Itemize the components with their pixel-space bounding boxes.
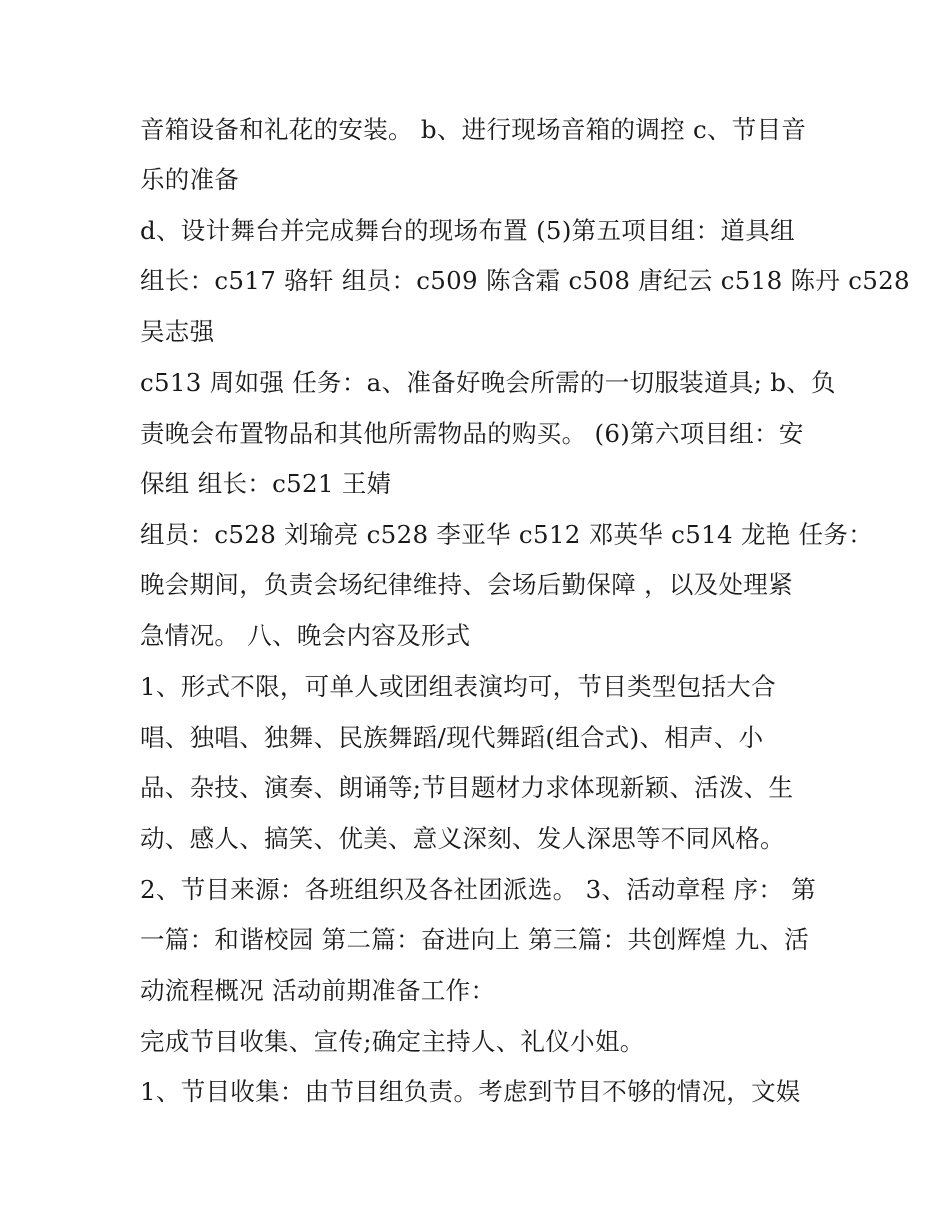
text-line: c513 周如强 任务：a、准备好晚会所需的一切服装道具; b、负 (140, 368, 836, 397)
text-line: 一篇：和谐校园 第二篇：奋进向上 第三篇：共创辉煌 九、活 (140, 925, 810, 954)
text-line: d、设计舞台并完成舞台的现场布置 (5)第五项目组：道具组 (140, 216, 795, 245)
text-line: 乐的准备 (140, 165, 240, 194)
text-line: 急情况。 八、晚会内容及形式 (140, 621, 471, 650)
text-line: 动、感人、搞笑、优美、意义深刻、发人深思等不同风格。 (140, 824, 785, 853)
text-line: 唱、独唱、独舞、民族舞蹈/现代舞蹈(组合式)、相声、小 (140, 723, 764, 752)
text-line: 1、形式不限，可单人或团组表演均可，节目类型包括大合 (140, 672, 776, 701)
text-line: 1、节目收集：由节目组负责。考虑到节目不够的情况，文娱 (140, 1077, 801, 1106)
text-line: 完成节目收集、宣传;确定主持人、礼仪小姐。 (140, 1027, 645, 1056)
text-line: 保组 组长：c521 王婧 (140, 469, 392, 498)
text-line: 组员：c528 刘瑜亮 c528 李亚华 c512 邓英华 c514 龙艳 任务： (140, 520, 874, 549)
text-line: 品、杂技、演奏、朗诵等;节目题材力求体现新颖、活泼、生 (140, 773, 794, 802)
text-line: 动流程概况 活动前期准备工作： (140, 976, 496, 1005)
text-line: 晚会期间，负责会场纪律维持、会场后勤保障 ，以及处理紧 (140, 570, 793, 599)
text-line: 责晚会布置物品和其他所需物品的购买。 (6)第六项目组：安 (140, 419, 804, 448)
text-line: 组长：c517 骆轩 组员：c509 陈含霜 c508 唐纪云 c518 陈丹 c528 (140, 266, 910, 295)
text-line: 吴志强 (140, 317, 215, 346)
text-line: 2、节目来源：各班组织及各社团派选。 3、活动章程 序： 第 (140, 875, 817, 904)
text-line: 音箱设备和礼花的安装。 b、进行现场音箱的调控 c、节目音 (140, 115, 807, 144)
